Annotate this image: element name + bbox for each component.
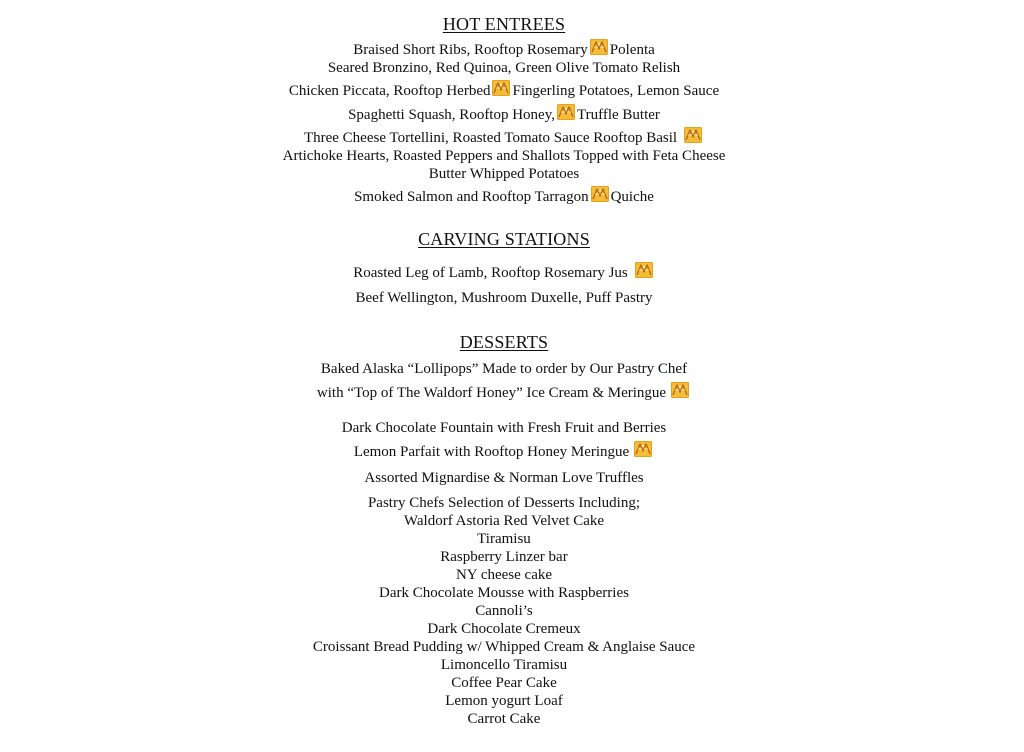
menu-item-text-after: Truffle Butter — [577, 107, 660, 123]
menu-item-text: Baked Alaska “Lollipops” Made to order by Our Pastry Chef — [320, 361, 688, 377]
honeycomb-icon — [590, 187, 610, 203]
menu-item-text: Dark Chocolate Cremeux — [427, 621, 581, 637]
menu-item — [0, 692, 1008, 710]
menu-item — [0, 674, 1008, 692]
menu-item — [0, 383, 1008, 402]
menu-item — [0, 469, 1008, 487]
honeycomb-icon — [670, 383, 690, 399]
menu-item — [0, 442, 1008, 461]
menu-item-text: Butter Whipped Potatoes — [428, 166, 580, 182]
menu-item — [0, 710, 1008, 728]
heading-text: HOT ENTREES — [442, 14, 566, 34]
honeycomb-icon — [589, 40, 609, 56]
honeycomb-icon — [683, 128, 703, 144]
heading-text: DESSERTS — [459, 332, 549, 352]
menu-item — [0, 548, 1008, 566]
menu-item-text: Three Cheese Tortellini, Roasted Tomato Sauce Rooftop Basil — [303, 130, 678, 146]
menu-item — [0, 165, 1008, 183]
section-heading-hot-entrees — [0, 13, 1008, 35]
menu-item-text: Artichoke Hearts, Roasted Peppers and Shallots Topped with Feta Cheese — [282, 148, 726, 164]
menu-item — [0, 128, 1008, 147]
menu-item — [0, 530, 1008, 548]
menu-item-text: Beef Wellington, Mushroom Duxelle, Puff Pastry — [355, 290, 653, 306]
menu-item-text: Pastry Chefs Selection of Desserts Including; — [367, 495, 641, 511]
menu-item-text: Spaghetti Squash, Rooftop Honey, — [348, 107, 555, 123]
menu-item-text: Roasted Leg of Lamb, Rooftop Rosemary Jus — [353, 265, 628, 281]
menu-item — [0, 81, 1008, 100]
heading-text: CARVING STATIONS — [418, 229, 590, 249]
honeycomb-icon — [633, 442, 653, 458]
menu-item — [0, 656, 1008, 674]
menu-item — [0, 40, 1008, 59]
menu-item-text: with “Top of The Waldorf Honey” Ice Cream & Meringue — [316, 385, 667, 401]
menu-item — [0, 289, 1008, 307]
menu-item-text: Raspberry Linzer bar — [440, 549, 568, 565]
menu-item-text: Coffee Pear Cake — [451, 675, 557, 691]
menu-item-text: Carrot Cake — [467, 711, 541, 727]
menu-item-text-after: Quiche — [610, 189, 654, 205]
menu-item — [0, 602, 1008, 620]
menu-item — [0, 566, 1008, 584]
menu-item-text: Seared Bronzino, Red Quinoa, Green Olive Tomato Relish — [327, 60, 681, 76]
menu-item-text: Tiramisu — [477, 531, 531, 547]
menu-item — [0, 584, 1008, 602]
section-heading-desserts — [0, 331, 1008, 353]
menu-item-text-after: Polenta — [609, 42, 655, 58]
honeycomb-icon — [491, 81, 511, 97]
menu-item — [0, 419, 1008, 437]
menu-item-text-after: Fingerling Potatoes, Lemon Sauce — [512, 83, 720, 99]
menu-item-text: Braised Short Ribs, Rooftop Rosemary — [353, 42, 588, 58]
menu-item-text: Limoncello Tiramisu — [440, 657, 568, 673]
menu-item — [0, 105, 1008, 124]
menu-item-text: Cannoli’s — [475, 603, 533, 619]
menu-item-text: Lemon yogurt Loaf — [445, 693, 563, 709]
menu-item-text: NY cheese cake — [455, 567, 553, 583]
menu-item-text: Assorted Mignardise & Norman Love Truffles — [364, 470, 644, 486]
menu-item-text: Lemon Parfait with Rooftop Honey Meringue — [353, 444, 630, 460]
menu-item — [0, 59, 1008, 77]
menu-item — [0, 147, 1008, 165]
honeycomb-icon — [634, 263, 654, 279]
menu-item — [0, 187, 1008, 206]
menu-item-text: Chicken Piccata, Rooftop Herbed — [288, 83, 491, 99]
menu-item — [0, 263, 1008, 282]
menu-item — [0, 638, 1008, 656]
menu-item — [0, 494, 1008, 512]
menu-item — [0, 620, 1008, 638]
menu-item-text: Waldorf Astoria Red Velvet Cake — [403, 513, 605, 529]
menu-item-text: Smoked Salmon and Rooftop Tarragon — [354, 189, 589, 205]
honeycomb-icon — [556, 105, 576, 121]
section-heading-carving-stations — [0, 228, 1008, 250]
menu-item — [0, 512, 1008, 530]
menu-item-text: Croissant Bread Pudding w/ Whipped Cream & Anglaise Sauce — [312, 639, 696, 655]
menu-item — [0, 360, 1008, 378]
menu-item-text: Dark Chocolate Fountain with Fresh Fruit and Berries — [341, 420, 667, 436]
menu-item-text: Dark Chocolate Mousse with Raspberries — [379, 585, 629, 601]
